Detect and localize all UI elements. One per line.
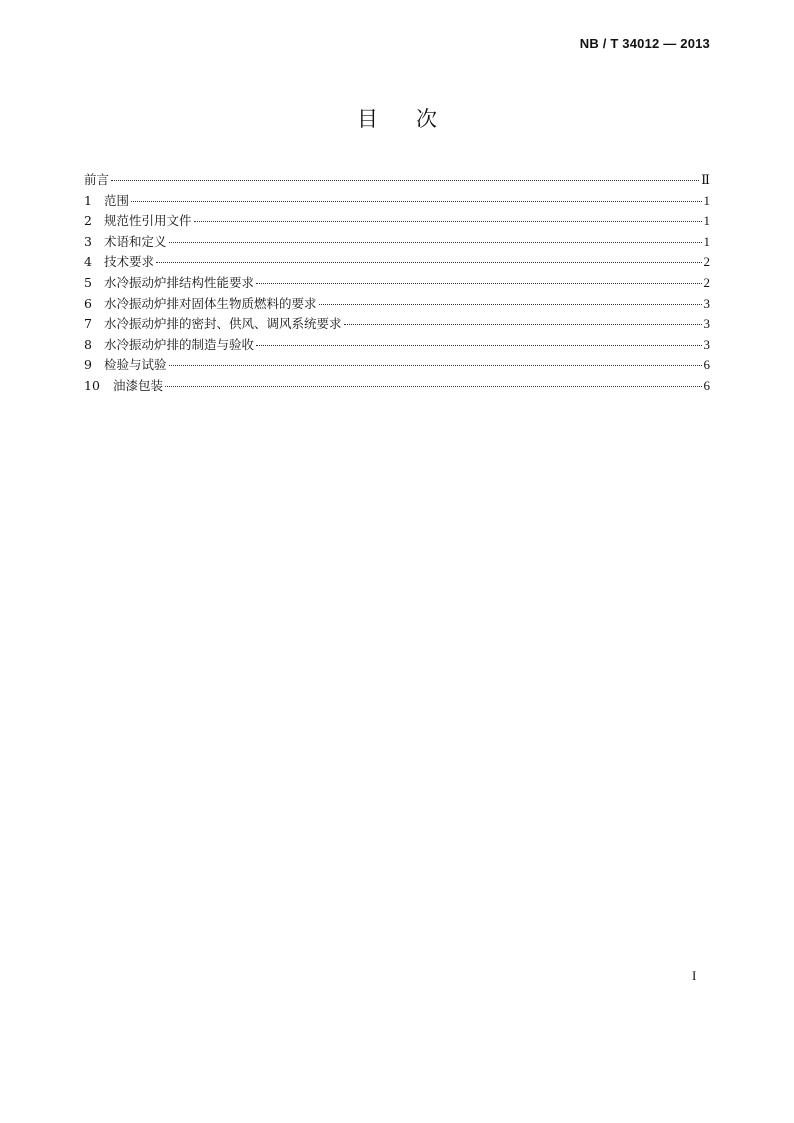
toc-entry-number: 3 (84, 233, 92, 249)
toc-leader-dots (131, 201, 701, 202)
toc-entry-foreword[interactable] (84, 170, 710, 191)
toc-entry-7[interactable] (84, 314, 710, 335)
toc-leader-dots (256, 283, 701, 284)
toc-entry-label: 前言 (84, 172, 110, 187)
toc-entry-page: 6 (703, 357, 710, 373)
toc-entry-label: 水冷振动炉排结构性能要求 (104, 274, 255, 290)
toc-entry-number: 8 (84, 336, 92, 352)
toc-entry-number: 5 (84, 274, 92, 290)
toc-entry-10[interactable] (84, 376, 710, 397)
toc-entry-page: 1 (703, 233, 710, 249)
toc-leader-dots (111, 180, 699, 181)
toc-leader-dots (169, 365, 702, 366)
toc-leader-dots (169, 242, 702, 243)
toc-leader-dots (256, 345, 701, 346)
toc-entry-label: 检验与试验 (104, 357, 167, 373)
toc-entry-page: 3 (703, 295, 710, 311)
toc-entry-number: 10 (84, 377, 100, 393)
toc-entry-page: Ⅱ (701, 172, 710, 187)
toc-entry-5[interactable] (84, 273, 710, 294)
toc-leader-dots (156, 262, 701, 263)
toc-entry-number: 4 (84, 254, 92, 270)
toc-entry-8[interactable] (84, 335, 710, 356)
toc-entry-page: 3 (703, 336, 710, 352)
toc-entry-4[interactable] (84, 252, 710, 273)
toc-entry-1[interactable] (84, 191, 710, 212)
toc-entry-3[interactable] (84, 232, 710, 253)
toc-entry-label: 水冷振动炉排的制造与验收 (104, 336, 255, 352)
toc-entry-6[interactable] (84, 294, 710, 315)
title-char-1: 目 (357, 107, 378, 131)
toc-entry-number: 7 (84, 316, 92, 332)
toc-entry-label: 术语和定义 (104, 233, 167, 249)
toc-entry-number: 1 (84, 192, 92, 208)
page-number: I (692, 968, 697, 983)
toc-entry-label: 规范性引用文件 (104, 213, 192, 229)
toc-entry-label: 水冷振动炉排的密封、供风、调风系统要求 (104, 316, 342, 332)
toc-leader-dots (165, 386, 701, 387)
toc-entry-page: 3 (703, 316, 710, 332)
toc-entry-label: 技术要求 (104, 254, 155, 270)
toc-entry-2[interactable] (84, 211, 710, 232)
toc-entry-page: 6 (703, 377, 710, 393)
toc-entry-label: 油漆包装 (113, 377, 164, 393)
page-title (0, 103, 794, 133)
toc-leader-dots (194, 221, 702, 222)
toc-entry-page: 2 (703, 274, 710, 290)
standard-number: NB / T 34012 — 2013 (579, 36, 710, 51)
toc-entry-number: 6 (84, 295, 92, 311)
toc-entry-9[interactable] (84, 355, 710, 376)
toc-entry-label: 范围 (104, 192, 130, 208)
toc-entry-number: 9 (84, 357, 92, 373)
toc-entry-page: 1 (703, 192, 710, 208)
toc-leader-dots (344, 324, 702, 325)
toc-entry-page: 2 (703, 254, 710, 270)
title-char-2: 次 (416, 107, 437, 131)
table-of-contents (84, 170, 710, 397)
toc-entry-number: 2 (84, 213, 92, 229)
toc-entry-label: 水冷振动炉排对固体生物质燃料的要求 (104, 295, 317, 311)
toc-leader-dots (319, 304, 702, 305)
toc-entry-page: 1 (703, 213, 710, 229)
